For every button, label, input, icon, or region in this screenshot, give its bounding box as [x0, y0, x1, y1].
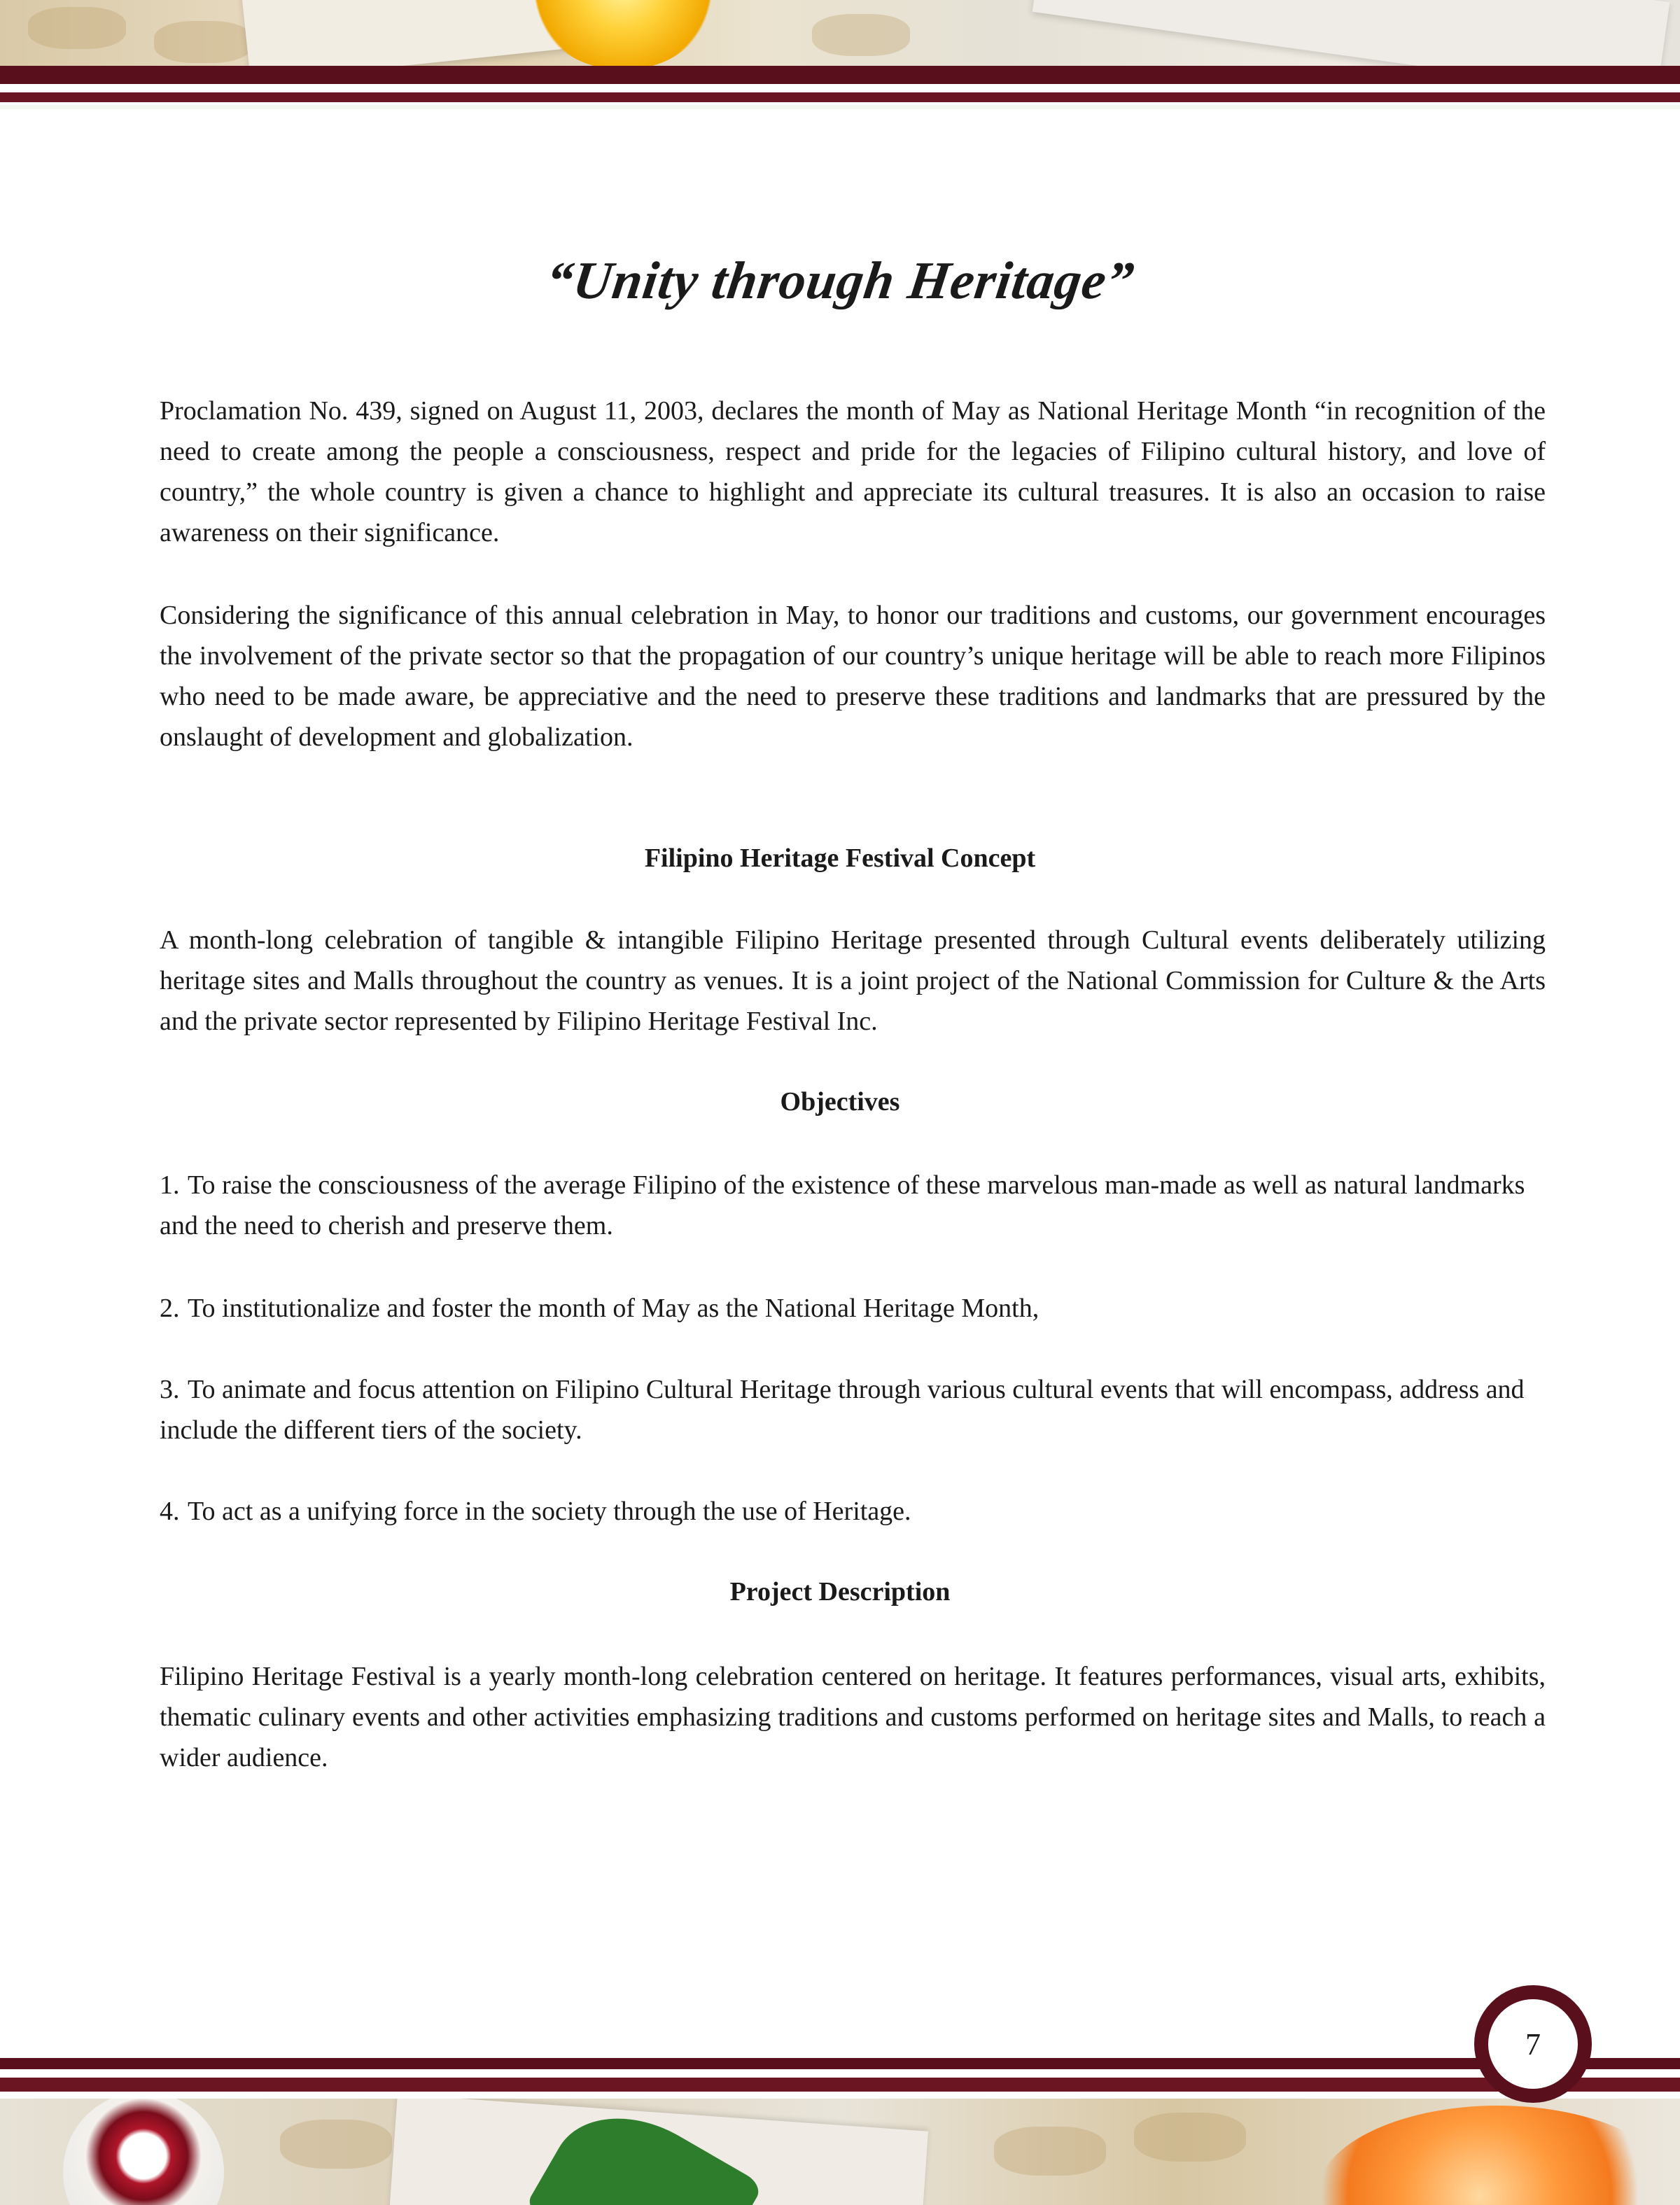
page-number: 7 [1525, 2026, 1541, 2062]
header-decoration [0, 0, 1680, 67]
paper-collage [1032, 0, 1670, 67]
objective-text: To institutionalize and foster the month of May as the National Heritage Month, [188, 1294, 1040, 1323]
footer-band [0, 2058, 1680, 2069]
objective-number: 1. [160, 1170, 180, 1200]
header-band [0, 66, 1680, 84]
header-band-highlight [0, 105, 1680, 109]
orange-flower-image [1316, 2106, 1680, 2205]
white-flower-image [63, 2099, 224, 2205]
objective-number: 4. [160, 1497, 180, 1526]
objective-text: To raise the consciousness of the average Filipino of the existence of these marvelous man-made as well as natural landmarks and the need to cherish and preserve them. [160, 1170, 1525, 1240]
objective-number: 3. [160, 1375, 180, 1404]
page-number-badge [1474, 1985, 1592, 2103]
objective-item [160, 1369, 1546, 1450]
objective-item [160, 1165, 1546, 1246]
objective-text: To animate and focus attention on Filipino Cultural Heritage through various cultural events that will encompass, address and include the different tiers of the society. [160, 1375, 1525, 1445]
concept-heading: Filipino Heritage Festival Concept [644, 844, 1036, 873]
yellow-flower-image [532, 0, 714, 67]
objective-text: To act as a unifying force in the society through the use of Heritage. [188, 1497, 911, 1526]
objectives-heading: Objectives [780, 1087, 900, 1116]
concept-paragraph: A month-long celebration of tangible & intangible Filipino Heritage presented through Cultural events deliberately utilizing heritage sites and Malls throughout the country as venues. It is a joint project of the National Commission for Culture & the Arts and the private sector represented by Filipino Heritage Festival Inc. [160, 925, 1546, 1036]
objective-item [160, 1491, 1546, 1532]
page-title: “Unity through Heritage” [542, 251, 1138, 310]
intro-paragraph-2: Considering the significance of this annual celebration in May, to honor our traditions and customs, our government encourages the involvement of the private sector so that the propagation of our country’s unique heritage will be able to reach more Filipinos who need to be made aware, be appreciative and the need to preserve these traditions and landmarks that are pressured by the onslaught of development and globalization. [160, 601, 1546, 752]
objective-item [160, 1288, 1546, 1329]
header-band-stripe [0, 92, 1680, 102]
project-paragraph: Filipino Heritage Festival is a yearly month-long celebration centered on heritage. It features performances, visual arts, exhibits, thematic culinary events and other activities emphasizing traditions and customs performed on heritage sites and Malls, to reach a wider audience. [160, 1662, 1546, 1772]
objective-number: 2. [160, 1294, 180, 1323]
footer-decoration [0, 2099, 1680, 2205]
footer-band-stripe [0, 2078, 1680, 2092]
intro-paragraph-1: Proclamation No. 439, signed on August 11, 2003, declares the month of May as National Heritage Month “in recognition of the need to create among the people a consciousness, respect and pride for the legacies of Filipino cultural history, and love of country,” the whole country is given a chance to highlight and appreciate its cultural treasures. It is also an occasion to raise awareness on their significance. [160, 396, 1546, 547]
project-heading: Project Description [729, 1577, 951, 1606]
